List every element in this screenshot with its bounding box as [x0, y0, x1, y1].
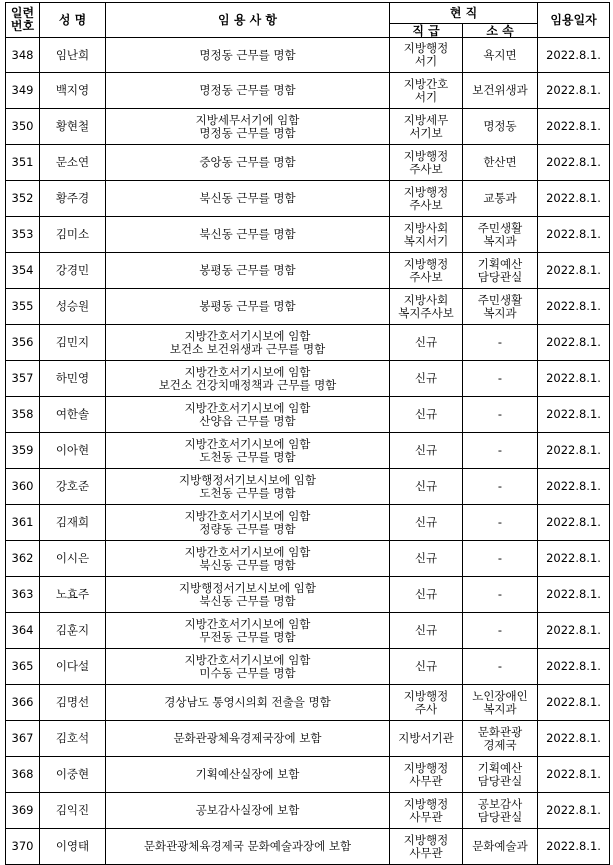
serial-number-cell: 368: [6, 757, 40, 793]
appointment-details-cell-line: 북신동 근무를 명함: [199, 557, 296, 572]
grade-cell-line: 지방세무: [403, 112, 449, 127]
department-cell: [463, 829, 538, 865]
name-cell: 강경민: [40, 253, 106, 289]
grade-cell-line: 서기보: [409, 125, 443, 140]
appointment-details-cell: [106, 361, 390, 397]
department-cell: [463, 433, 538, 469]
department-cell: [463, 721, 538, 757]
header-serial-number: [6, 3, 40, 38]
name-cell: 이다설: [40, 649, 106, 685]
department-cell-line: -: [497, 371, 503, 385]
serial-number-cell: 360: [6, 469, 40, 505]
department-cell-line: 기획예산: [477, 760, 523, 775]
appointment-date-cell: 2022.8.1.: [538, 109, 610, 145]
appointment-details-cell: [106, 577, 390, 613]
department-cell-line: -: [497, 623, 503, 637]
serial-number-cell: 361: [6, 505, 40, 541]
department-cell-line: 주민생활: [477, 292, 523, 307]
table-row: [6, 181, 610, 217]
appointment-details-cell-line: 미수동 근무를 명함: [199, 665, 296, 680]
department-cell-line: 노인장애인: [472, 688, 528, 703]
serial-number-cell: 369: [6, 793, 40, 829]
department-cell-line: 욕지면: [483, 47, 517, 62]
grade-cell-line: 지방행정: [403, 796, 449, 811]
grade-cell-line: 지방행정: [403, 688, 449, 703]
header-serial-line1: 일련: [10, 6, 35, 20]
appointment-date-cell: 2022.8.1.: [538, 829, 610, 865]
grade-cell: [390, 109, 463, 145]
table-row: [6, 757, 610, 793]
table-row: [6, 38, 610, 73]
header-serial-line2: 번호: [10, 19, 35, 33]
serial-number-cell: 365: [6, 649, 40, 685]
grade-cell-line: 사무관: [409, 845, 443, 860]
table-row: [6, 541, 610, 577]
table-row: [6, 793, 610, 829]
name-cell: 임난희: [40, 38, 106, 73]
department-cell-line: 명정동: [483, 119, 517, 133]
appointment-date-cell: 2022.8.1.: [538, 757, 610, 793]
grade-cell: [390, 649, 463, 685]
appointment-date-cell: 2022.8.1.: [538, 253, 610, 289]
department-cell: [463, 181, 538, 217]
appointment-date-cell: 2022.8.1.: [538, 649, 610, 685]
appointment-details-cell: [106, 469, 390, 505]
grade-cell-line: 신규: [414, 335, 438, 349]
appointment-date-cell: 2022.8.1.: [538, 433, 610, 469]
appointment-details-cell-line: 공보감사실장에 보함: [195, 803, 300, 817]
appointment-document: [5, 2, 610, 865]
appointment-details-cell-line: 도천동 근무를 명함: [199, 485, 296, 500]
table-row: [6, 325, 610, 361]
serial-number-cell: 348: [6, 38, 40, 73]
department-cell-line: 복지과: [483, 305, 517, 320]
grade-cell-line: 사무관: [409, 809, 443, 824]
table-row: [6, 289, 610, 325]
appointment-details-cell: [106, 217, 390, 253]
serial-number-cell: 362: [6, 541, 40, 577]
grade-cell: [390, 289, 463, 325]
appointment-details-cell: [106, 721, 390, 757]
grade-cell: [390, 253, 463, 289]
serial-number-cell: 366: [6, 685, 40, 721]
department-cell-line: 교통과: [483, 191, 517, 205]
serial-number-cell: 370: [6, 829, 40, 865]
serial-number-cell: 351: [6, 145, 40, 181]
grade-cell-line: 지방행정: [403, 184, 449, 199]
grade-cell-line: 지방행정: [403, 760, 449, 775]
appointment-details-cell: [106, 541, 390, 577]
table-row: [6, 613, 610, 649]
department-cell: [463, 505, 538, 541]
department-cell: [463, 289, 538, 325]
appointment-details-cell-line: 지방행정서기보시보에 임함: [179, 580, 316, 595]
serial-number-cell: 359: [6, 433, 40, 469]
department-cell: [463, 793, 538, 829]
grade-cell-line: 지방행정: [403, 148, 449, 163]
appointment-details-cell: [106, 38, 390, 73]
appointment-details-cell: [106, 433, 390, 469]
department-cell-line: 한산면: [483, 155, 517, 169]
department-cell: [463, 73, 538, 109]
appointment-details-cell-line: 지방간호서기시보에 임함: [184, 652, 311, 667]
appointment-details-cell-line: 지방간호서기시보에 임함: [184, 328, 311, 343]
grade-cell: [390, 73, 463, 109]
department-cell-line: 주민생활: [477, 220, 523, 235]
name-cell: 황주경: [40, 181, 106, 217]
table-row: [6, 361, 610, 397]
appointment-details-cell-line: 산양읍 근무를 명함: [199, 413, 296, 428]
grade-cell-line: 복지주사보: [398, 305, 454, 320]
grade-cell: [390, 613, 463, 649]
table-row: [6, 649, 610, 685]
appointment-details-cell-line: 무전동 근무를 명함: [199, 629, 296, 644]
grade-cell-line: 주사보: [409, 161, 443, 176]
appointment-details-cell-line: 명정동 근무를 명함: [199, 125, 296, 140]
grade-cell: [390, 38, 463, 73]
serial-number-cell: 352: [6, 181, 40, 217]
appointment-details-cell: [106, 757, 390, 793]
grade-cell-line: 지방행정: [403, 41, 449, 55]
grade-cell-line: 지방간호: [403, 76, 449, 91]
appointment-date-cell: 2022.8.1.: [538, 38, 610, 73]
table-row: [6, 145, 610, 181]
appointment-details-cell: [106, 505, 390, 541]
department-cell: [463, 217, 538, 253]
appointment-date-cell: 2022.8.1.: [538, 577, 610, 613]
department-cell-line: -: [497, 479, 503, 493]
department-cell-line: 공보감사: [477, 796, 523, 811]
grade-cell: [390, 793, 463, 829]
table-row: [6, 253, 610, 289]
grade-cell-line: 신규: [414, 371, 438, 385]
department-cell-line: -: [497, 407, 503, 421]
appointment-details-cell-line: 지방세무서기에 임함: [195, 112, 300, 127]
table-body: [6, 38, 610, 865]
grade-cell: [390, 829, 463, 865]
header-appointment-date: 임용일자: [538, 3, 610, 38]
appointment-details-cell-line: 도천동 근무를 명함: [199, 449, 296, 464]
appointment-details-cell-line: 봉평동 근무를 명함: [199, 263, 296, 277]
department-cell-line: -: [497, 335, 503, 349]
appointment-details-cell: [106, 397, 390, 433]
department-cell: [463, 685, 538, 721]
grade-cell: [390, 217, 463, 253]
appointment-date-cell: 2022.8.1.: [538, 685, 610, 721]
grade-cell: [390, 361, 463, 397]
grade-cell: [390, 397, 463, 433]
appointment-date-cell: 2022.8.1.: [538, 613, 610, 649]
grade-cell: [390, 469, 463, 505]
name-cell: 김호석: [40, 721, 106, 757]
appointment-details-cell: [106, 145, 390, 181]
department-cell-line: -: [497, 659, 503, 673]
appointment-date-cell: 2022.8.1.: [538, 289, 610, 325]
department-cell-line: 복지과: [483, 233, 517, 248]
name-cell: 강호준: [40, 469, 106, 505]
name-cell: 이중현: [40, 757, 106, 793]
name-cell: 김명선: [40, 685, 106, 721]
table-row: [6, 73, 610, 109]
serial-number-cell: 363: [6, 577, 40, 613]
appointment-table: [5, 2, 610, 865]
header-grade: 직 급: [390, 24, 463, 38]
department-cell-line: -: [497, 515, 503, 529]
name-cell: 김훈지: [40, 613, 106, 649]
appointment-details-cell-line: 지방간호서기시보에 임함: [184, 364, 311, 379]
table-row: [6, 217, 610, 253]
serial-number-cell: 354: [6, 253, 40, 289]
name-cell: 이아현: [40, 433, 106, 469]
name-cell: 여한솔: [40, 397, 106, 433]
grade-cell-line: 서기: [414, 54, 438, 68]
name-cell: 성승원: [40, 289, 106, 325]
appointment-details-cell-line: 북신동 근무를 명함: [199, 227, 296, 241]
table-row: [6, 469, 610, 505]
name-cell: 김민지: [40, 325, 106, 361]
department-cell: [463, 325, 538, 361]
appointment-details-cell: [106, 685, 390, 721]
grade-cell-line: 복지서기: [403, 233, 449, 248]
department-cell-line: 문화관광: [477, 724, 523, 739]
grade-cell-line: 지방서기관: [398, 731, 454, 745]
name-cell: 노효주: [40, 577, 106, 613]
appointment-details-cell: [106, 109, 390, 145]
name-cell: 김미소: [40, 217, 106, 253]
appointment-details-cell: [106, 73, 390, 109]
grade-cell: [390, 721, 463, 757]
name-cell: 하민영: [40, 361, 106, 397]
grade-cell: [390, 541, 463, 577]
serial-number-cell: 355: [6, 289, 40, 325]
name-cell: 김익진: [40, 793, 106, 829]
appointment-details-cell: [106, 829, 390, 865]
grade-cell: [390, 577, 463, 613]
appointment-details-cell-line: 북신동 근무를 명함: [199, 191, 296, 205]
department-cell: [463, 757, 538, 793]
appointment-details-cell-line: 기획예산실장에 보함: [195, 767, 300, 781]
appointment-details-cell-line: 보건소 건강치매정책과 근무를 명함: [158, 377, 337, 392]
department-cell: [463, 145, 538, 181]
appointment-details-cell-line: 명정동 근무를 명함: [199, 83, 296, 97]
appointment-details-cell-line: 북신동 근무를 명함: [199, 593, 296, 608]
appointment-date-cell: 2022.8.1.: [538, 145, 610, 181]
serial-number-cell: 358: [6, 397, 40, 433]
serial-number-cell: 349: [6, 73, 40, 109]
department-cell: [463, 253, 538, 289]
table-row: [6, 829, 610, 865]
name-cell: 이영태: [40, 829, 106, 865]
department-cell: [463, 397, 538, 433]
grade-cell: [390, 325, 463, 361]
name-cell: 이시은: [40, 541, 106, 577]
serial-number-cell: 357: [6, 361, 40, 397]
appointment-date-cell: 2022.8.1.: [538, 505, 610, 541]
grade-cell: [390, 181, 463, 217]
appointment-details-cell-line: 지방행정서기보시보에 임함: [179, 472, 316, 487]
table-row: [6, 505, 610, 541]
appointment-date-cell: 2022.8.1.: [538, 217, 610, 253]
appointment-details-cell-line: 문화관광체육경제국장에 보함: [173, 731, 322, 745]
appointment-date-cell: 2022.8.1.: [538, 325, 610, 361]
department-cell: [463, 577, 538, 613]
grade-cell-line: 신규: [414, 443, 438, 457]
header-appointment-details: 임 용 사 항: [106, 3, 390, 38]
grade-cell-line: 주사보: [409, 197, 443, 212]
header-department: 소 속: [463, 24, 538, 38]
appointment-details-cell-line: 봉평동 근무를 명함: [199, 299, 296, 313]
grade-cell: [390, 685, 463, 721]
grade-cell-line: 신규: [414, 479, 438, 493]
department-cell: [463, 613, 538, 649]
table-row: [6, 397, 610, 433]
grade-cell-line: 신규: [414, 407, 438, 421]
serial-number-cell: 367: [6, 721, 40, 757]
appointment-date-cell: 2022.8.1.: [538, 397, 610, 433]
appointment-date-cell: 2022.8.1.: [538, 721, 610, 757]
grade-cell-line: 주사보: [409, 269, 443, 284]
appointment-details-cell: [106, 181, 390, 217]
appointment-details-cell-line: 보건소 보건위생과 근무를 명함: [169, 341, 326, 356]
grade-cell: [390, 145, 463, 181]
appointment-date-cell: 2022.8.1.: [538, 361, 610, 397]
grade-cell-line: 신규: [414, 515, 438, 529]
appointment-details-cell-line: 지방간호서기시보에 임함: [184, 508, 311, 523]
header-name: 성 명: [40, 3, 106, 38]
header-current-position: 현 직: [390, 3, 538, 24]
grade-cell-line: 지방행정: [403, 256, 449, 271]
department-cell-line: -: [497, 443, 503, 457]
department-cell-line: 담당관실: [477, 809, 523, 824]
department-cell: [463, 649, 538, 685]
table-row: [6, 685, 610, 721]
name-cell: 황현철: [40, 109, 106, 145]
appointment-details-cell-line: 경상남도 통영시의회 전출을 명함: [164, 695, 331, 709]
table-header: [6, 3, 610, 38]
department-cell-line: 경제국: [483, 737, 517, 752]
table-row: [6, 577, 610, 613]
appointment-details-cell-line: 중앙동 근무를 명함: [199, 155, 296, 169]
appointment-date-cell: 2022.8.1.: [538, 793, 610, 829]
appointment-details-cell-line: 정량동 근무를 명함: [199, 521, 296, 536]
serial-number-cell: 350: [6, 109, 40, 145]
appointment-date-cell: 2022.8.1.: [538, 469, 610, 505]
appointment-date-cell: 2022.8.1.: [538, 541, 610, 577]
grade-cell-line: 사무관: [409, 773, 443, 788]
appointment-details-cell-line: 지방간호서기시보에 임함: [184, 400, 311, 415]
name-cell: 백지영: [40, 73, 106, 109]
grade-cell-line: 지방사회: [403, 292, 449, 307]
serial-number-cell: 353: [6, 217, 40, 253]
department-cell-line: 기획예산: [477, 256, 523, 271]
appointment-details-cell-line: 지방간호서기시보에 임함: [184, 544, 311, 559]
table-row: [6, 433, 610, 469]
appointment-date-cell: 2022.8.1.: [538, 181, 610, 217]
department-cell-line: -: [497, 587, 503, 601]
department-cell: [463, 541, 538, 577]
department-cell-line: -: [497, 551, 503, 565]
grade-cell: [390, 505, 463, 541]
department-cell: [463, 109, 538, 145]
grade-cell-line: 서기: [414, 89, 438, 104]
grade-cell-line: 지방사회: [403, 220, 449, 235]
appointment-date-cell: 2022.8.1.: [538, 73, 610, 109]
grade-cell-line: 신규: [414, 659, 438, 673]
name-cell: 문소연: [40, 145, 106, 181]
appointment-details-cell: [106, 649, 390, 685]
department-cell: [463, 469, 538, 505]
department-cell-line: 담당관실: [477, 773, 523, 788]
table-row: [6, 109, 610, 145]
table-row: [6, 721, 610, 757]
grade-cell-line: 신규: [414, 623, 438, 637]
department-cell-line: 복지과: [483, 701, 517, 716]
appointment-details-cell: [106, 793, 390, 829]
serial-number-cell: 364: [6, 613, 40, 649]
department-cell-line: 담당관실: [477, 269, 523, 284]
grade-cell-line: 신규: [414, 587, 438, 601]
department-cell-line: 보건위생과: [472, 83, 528, 97]
grade-cell-line: 지방행정: [403, 832, 449, 847]
grade-cell-line: 신규: [414, 551, 438, 565]
appointment-details-cell: [106, 289, 390, 325]
grade-cell-line: 주사: [414, 701, 438, 716]
serial-number-cell: 356: [6, 325, 40, 361]
department-cell: [463, 361, 538, 397]
grade-cell: [390, 433, 463, 469]
department-cell: [463, 38, 538, 73]
grade-cell: [390, 757, 463, 793]
appointment-details-cell-line: 명정동 근무를 명함: [199, 47, 296, 62]
appointment-details-cell: [106, 325, 390, 361]
name-cell: 김재희: [40, 505, 106, 541]
appointment-details-cell: [106, 253, 390, 289]
appointment-details-cell-line: 지방간호서기시보에 임함: [184, 436, 311, 451]
appointment-details-cell-line: 문화관광체육경제국 문화예술과장에 보함: [143, 839, 352, 853]
appointment-details-cell: [106, 613, 390, 649]
department-cell-line: 문화예술과: [472, 839, 528, 853]
appointment-details-cell-line: 지방간호서기시보에 임함: [184, 616, 311, 631]
